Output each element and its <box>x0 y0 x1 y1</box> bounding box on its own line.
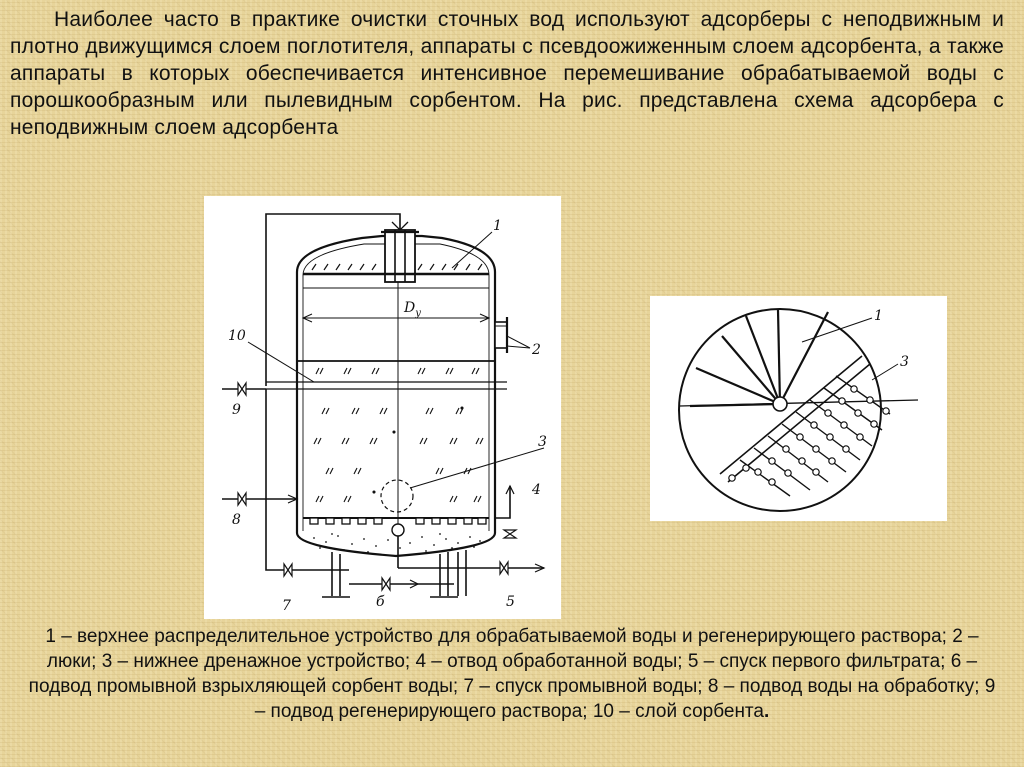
side-hatch-upper <box>495 317 507 353</box>
collector-pipe <box>720 356 862 474</box>
label-8: 8 <box>232 512 241 528</box>
detail-marker-circle <box>381 480 413 512</box>
detail-label-1: 1 <box>874 308 883 324</box>
label-9: 9 <box>232 402 241 418</box>
drain-7-pipe <box>266 389 349 576</box>
label-1: 1 <box>493 218 502 234</box>
figure-caption <box>22 624 1002 724</box>
caption-text: 1 – верхнее распределительное устройство для обрабатываемой воды и регенерирующего раствора; 2 – люки; 3 – нижнее дренажное устройство; 4 – отвод обработанной воды; 5 – спуск первого фильтрата; 6 – подвод промывной взрыхляющей сорбент воды; 7 – спуск промывной воды; 8 – подвод воды на обработку; 9 – подвод регенерирующего раствора; 10 – слой сорбента <box>28 626 996 722</box>
label-5: 5 <box>506 594 515 610</box>
intro-paragraph: Наиболее часто в практике очистки сточных вод используют адсорберы с неподвижным и плотно движущимся слоем поглотителя, аппараты с псевдоожиженным слоем адсорбента, а также аппараты в которых обеспечивается интенсивное перемешивание обрабатываемой воды с порошкообразным или пылевидным сорбентом. На рис. представлена схема адсорбера с неподвижным слоем адсорбента <box>10 8 1004 139</box>
spokes <box>690 310 828 406</box>
detail-label-3: 3 <box>900 354 909 370</box>
caption-end-mark: . <box>764 701 770 722</box>
label-6: б <box>376 594 385 610</box>
label-10: 10 <box>228 328 246 344</box>
diameter-label: $D_y$ <box>404 300 421 319</box>
vessel-legs <box>322 550 466 597</box>
inlet-8-pipe <box>222 493 297 505</box>
vessel-shell <box>297 236 495 556</box>
drainage-detail-diagram <box>650 296 947 521</box>
outlet-6-pipe <box>349 578 454 590</box>
label-2: 2 <box>532 342 541 358</box>
lateral-tubes <box>740 376 890 496</box>
inlet-9-pipe <box>222 383 266 395</box>
adsorber-vessel-diagram <box>204 196 561 619</box>
label-7: 7 <box>282 598 291 614</box>
label-4: 4 <box>532 482 541 498</box>
outlet-4-pipe <box>495 486 516 538</box>
label-3: 3 <box>538 434 547 450</box>
outlet-5-pipe <box>398 562 544 574</box>
